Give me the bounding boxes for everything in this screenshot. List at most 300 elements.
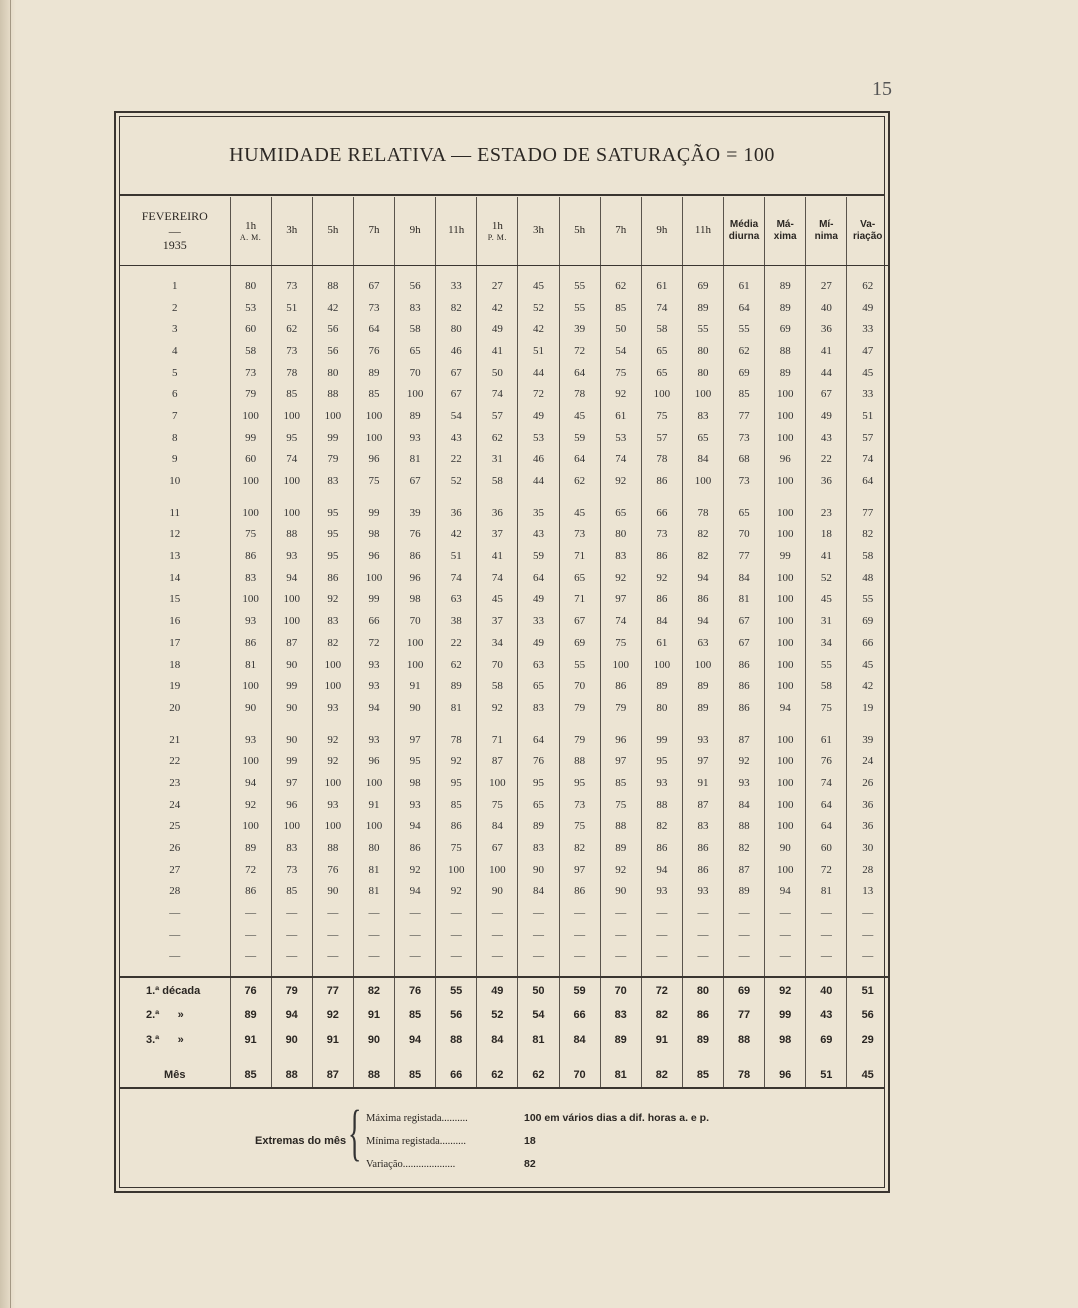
- value-cell: 93: [353, 654, 394, 676]
- table-row: [120, 772, 888, 794]
- value-cell: 75: [600, 794, 641, 816]
- summary-value: 72: [641, 977, 682, 1003]
- value-cell: 64: [353, 318, 394, 340]
- extreme-max-row: [366, 1110, 709, 1126]
- value-cell: 85: [600, 772, 641, 794]
- spacer-cell: [847, 266, 888, 276]
- value-cell: 46: [436, 340, 477, 362]
- value-cell: 50: [600, 318, 641, 340]
- spacer-row: [120, 719, 888, 729]
- value-cell: 100: [765, 524, 806, 546]
- value-cell: 89: [436, 675, 477, 697]
- value-cell: 80: [641, 697, 682, 719]
- spacer-cell: [682, 967, 723, 977]
- value-cell: 74: [600, 610, 641, 632]
- header-dash: —: [168, 223, 181, 238]
- value-cell: 83: [271, 837, 312, 859]
- value-cell: 92: [600, 567, 641, 589]
- value-cell: —: [271, 902, 312, 924]
- value-cell: 75: [806, 697, 847, 719]
- day-cell: 14: [169, 571, 181, 584]
- value-cell: 85: [600, 297, 641, 319]
- value-cell: 100: [600, 654, 641, 676]
- header-col-main: 7h: [368, 224, 380, 237]
- value-cell: —: [847, 902, 888, 924]
- value-cell: 100: [271, 589, 312, 611]
- day-cell: 2: [172, 301, 178, 314]
- header-col-sub: riação: [852, 231, 883, 242]
- value-cell: 74: [477, 567, 518, 589]
- value-cell: 72: [230, 859, 271, 881]
- spacer-cell: [436, 266, 477, 276]
- value-cell: —: [518, 924, 559, 946]
- value-cell: —: [847, 946, 888, 968]
- value-cell: 56: [312, 340, 353, 362]
- value-cell: 65: [641, 362, 682, 384]
- summary-value: 29: [847, 1027, 888, 1052]
- value-cell: 55: [806, 654, 847, 676]
- value-cell: 62: [724, 340, 765, 362]
- spacer-cell: [518, 967, 559, 977]
- spacer-cell: [806, 967, 847, 977]
- value-cell: 70: [395, 362, 436, 384]
- value-cell: 54: [436, 405, 477, 427]
- value-cell: 93: [353, 675, 394, 697]
- value-cell: 100: [765, 675, 806, 697]
- summary-value: 51: [847, 977, 888, 1003]
- header-col: [559, 197, 600, 266]
- value-cell: 83: [682, 405, 723, 427]
- header-month-cell: [120, 197, 230, 266]
- header-col-main: 1h: [491, 219, 503, 232]
- value-cell: 100: [765, 589, 806, 611]
- header-col: [806, 197, 847, 266]
- value-cell: 66: [641, 502, 682, 524]
- summary-value: 76: [395, 977, 436, 1003]
- value-cell: 80: [682, 362, 723, 384]
- value-cell: 93: [230, 729, 271, 751]
- value-cell: 58: [641, 318, 682, 340]
- value-cell: 80: [230, 275, 271, 297]
- summary-value: 56: [436, 1003, 477, 1028]
- spacer-cell: [312, 1052, 353, 1062]
- summary-value: 82: [353, 977, 394, 1003]
- summary-value: 76: [230, 977, 271, 1003]
- value-cell: 26: [847, 772, 888, 794]
- value-cell: 50: [477, 362, 518, 384]
- header-col: [765, 197, 806, 266]
- value-cell: 79: [312, 449, 353, 471]
- value-cell: 43: [436, 427, 477, 449]
- table-frame-inner: [119, 116, 885, 1188]
- value-cell: —: [806, 946, 847, 968]
- value-cell: 60: [806, 837, 847, 859]
- table-row: [120, 924, 888, 946]
- spacer-cell: [518, 266, 559, 276]
- table-row: [120, 946, 888, 968]
- spacer-cell: [765, 1052, 806, 1062]
- value-cell: 51: [436, 545, 477, 567]
- spacer-cell: [806, 492, 847, 502]
- summary-value: 84: [477, 1027, 518, 1052]
- value-cell: 49: [806, 405, 847, 427]
- extremes-section: [120, 1090, 884, 1193]
- value-cell: 45: [559, 502, 600, 524]
- summary-value: 79: [271, 977, 312, 1003]
- header-col: [271, 197, 312, 266]
- table-row: [120, 654, 888, 676]
- day-cell: 19: [169, 680, 181, 693]
- value-cell: 36: [436, 502, 477, 524]
- value-cell: 85: [436, 794, 477, 816]
- value-cell: —: [724, 924, 765, 946]
- value-cell: 100: [765, 405, 806, 427]
- spacer-cell: [641, 967, 682, 977]
- value-cell: 95: [395, 750, 436, 772]
- value-cell: 51: [518, 340, 559, 362]
- value-cell: 94: [230, 772, 271, 794]
- spacer-cell: [120, 1052, 230, 1062]
- spacer-cell: [271, 719, 312, 729]
- value-cell: 42: [477, 297, 518, 319]
- value-cell: 92: [230, 794, 271, 816]
- summary-value: 62: [518, 1062, 559, 1088]
- value-cell: 88: [312, 275, 353, 297]
- spacer-cell: [271, 492, 312, 502]
- value-cell: 86: [395, 545, 436, 567]
- value-cell: 57: [641, 427, 682, 449]
- spacer-cell: [230, 1052, 271, 1062]
- value-cell: 76: [518, 750, 559, 772]
- value-cell: 65: [518, 675, 559, 697]
- value-cell: 100: [477, 859, 518, 881]
- header-col-main: 5h: [327, 224, 339, 237]
- value-cell: 93: [641, 772, 682, 794]
- value-cell: 83: [518, 837, 559, 859]
- table-row: [120, 524, 888, 546]
- summary-value: 88: [436, 1027, 477, 1052]
- spacer-cell: [353, 719, 394, 729]
- table-row: [120, 859, 888, 881]
- spacer-cell: [477, 719, 518, 729]
- table-row: [120, 567, 888, 589]
- value-cell: 92: [312, 589, 353, 611]
- value-cell: 65: [641, 340, 682, 362]
- value-cell: 74: [271, 449, 312, 471]
- value-cell: 62: [847, 275, 888, 297]
- summary-value: 98: [765, 1027, 806, 1052]
- value-cell: 46: [518, 449, 559, 471]
- value-cell: 78: [641, 449, 682, 471]
- spacer-cell: [847, 967, 888, 977]
- value-cell: 57: [477, 405, 518, 427]
- value-cell: 73: [271, 275, 312, 297]
- spacer-cell: [518, 1052, 559, 1062]
- value-cell: 56: [395, 275, 436, 297]
- value-cell: 93: [271, 545, 312, 567]
- spacer-cell: [724, 967, 765, 977]
- value-cell: —: [559, 924, 600, 946]
- value-cell: 53: [600, 427, 641, 449]
- header-col-sub: xima: [773, 231, 797, 242]
- day-cell: 26: [169, 842, 181, 855]
- spacer-cell: [353, 1052, 394, 1062]
- table-row: [120, 816, 888, 838]
- value-cell: 89: [682, 675, 723, 697]
- value-cell: 89: [641, 675, 682, 697]
- header-col-main: 3h: [532, 224, 544, 237]
- day-cell: 11: [169, 506, 181, 519]
- value-cell: 69: [847, 610, 888, 632]
- value-cell: 100: [641, 654, 682, 676]
- value-cell: 94: [353, 697, 394, 719]
- value-cell: 35: [518, 502, 559, 524]
- summary-value: 80: [682, 977, 723, 1003]
- value-cell: —: [641, 924, 682, 946]
- spacer-cell: [230, 266, 271, 276]
- value-cell: 74: [600, 449, 641, 471]
- value-cell: 94: [641, 859, 682, 881]
- value-cell: —: [230, 924, 271, 946]
- value-cell: 79: [559, 729, 600, 751]
- value-cell: —: [518, 902, 559, 924]
- value-cell: 93: [641, 881, 682, 903]
- value-cell: —: [271, 924, 312, 946]
- value-cell: 31: [806, 610, 847, 632]
- summary-value: 88: [724, 1027, 765, 1052]
- summary-value: 99: [765, 1003, 806, 1028]
- value-cell: 82: [847, 524, 888, 546]
- value-cell: 96: [271, 794, 312, 816]
- value-cell: 63: [436, 589, 477, 611]
- extreme-min-row: [366, 1133, 536, 1149]
- spacer-cell: [477, 1052, 518, 1062]
- value-cell: 100: [353, 427, 394, 449]
- value-cell: 61: [724, 275, 765, 297]
- table-row: [120, 545, 888, 567]
- spacer-cell: [230, 967, 271, 977]
- value-cell: 59: [518, 545, 559, 567]
- table-row: [120, 362, 888, 384]
- value-cell: 100: [765, 654, 806, 676]
- value-cell: 78: [436, 729, 477, 751]
- spacer-cell: [120, 719, 230, 729]
- extremes-label: Extremas do mês: [255, 1135, 347, 1147]
- summary-rows: [120, 977, 888, 1088]
- spacer-cell: [271, 1052, 312, 1062]
- value-cell: 51: [271, 297, 312, 319]
- value-cell: 71: [477, 729, 518, 751]
- value-cell: —: [559, 902, 600, 924]
- value-cell: 74: [806, 772, 847, 794]
- value-cell: 61: [600, 405, 641, 427]
- value-cell: 100: [312, 405, 353, 427]
- value-cell: 39: [559, 318, 600, 340]
- value-cell: 90: [600, 881, 641, 903]
- value-cell: 100: [765, 427, 806, 449]
- value-cell: 67: [806, 383, 847, 405]
- value-cell: 86: [230, 632, 271, 654]
- value-cell: 91: [395, 675, 436, 697]
- value-cell: 87: [271, 632, 312, 654]
- value-cell: 90: [271, 654, 312, 676]
- value-cell: 100: [765, 502, 806, 524]
- value-cell: —: [230, 946, 271, 968]
- value-cell: 89: [600, 837, 641, 859]
- table-row: [120, 632, 888, 654]
- header-year: 1935: [162, 238, 187, 253]
- value-cell: 94: [765, 881, 806, 903]
- value-cell: 86: [682, 859, 723, 881]
- value-cell: 45: [847, 654, 888, 676]
- value-cell: —: [518, 946, 559, 968]
- day-cell: 5: [172, 366, 178, 379]
- header-col-main: 11h: [694, 224, 711, 237]
- summary-value: 92: [765, 977, 806, 1003]
- value-cell: —: [724, 946, 765, 968]
- summary-value: 96: [765, 1062, 806, 1088]
- value-cell: 82: [682, 524, 723, 546]
- value-cell: 62: [271, 318, 312, 340]
- value-cell: 86: [436, 816, 477, 838]
- value-cell: 73: [271, 340, 312, 362]
- value-cell: 36: [806, 470, 847, 492]
- spacer-cell: [806, 719, 847, 729]
- header-col-main: Va-: [860, 219, 876, 230]
- value-cell: 53: [230, 297, 271, 319]
- value-cell: —: [312, 946, 353, 968]
- header-col-sub: nima: [814, 231, 838, 242]
- extreme-max-name: Máxima registada..........: [366, 1112, 468, 1124]
- value-cell: 64: [806, 794, 847, 816]
- value-cell: 100: [230, 589, 271, 611]
- value-cell: —: [765, 924, 806, 946]
- summary-value: 66: [436, 1062, 477, 1088]
- extreme-min-value: 18: [524, 1135, 536, 1147]
- summary-decade-row: [120, 1027, 888, 1052]
- value-cell: 95: [271, 427, 312, 449]
- spacer-cell: [806, 266, 847, 276]
- spacer-cell: [682, 1052, 723, 1062]
- value-cell: 22: [436, 632, 477, 654]
- value-cell: 100: [271, 470, 312, 492]
- summary-value: 69: [806, 1027, 847, 1052]
- value-cell: 99: [353, 502, 394, 524]
- value-cell: 99: [641, 729, 682, 751]
- value-cell: 75: [600, 632, 641, 654]
- value-cell: 100: [395, 632, 436, 654]
- day-cell: 10: [169, 475, 181, 488]
- spacer-cell: [641, 492, 682, 502]
- value-cell: 72: [559, 340, 600, 362]
- value-cell: 72: [518, 383, 559, 405]
- value-cell: 94: [682, 610, 723, 632]
- value-cell: —: [395, 924, 436, 946]
- table-row: [120, 318, 888, 340]
- spacer-cell: [682, 719, 723, 729]
- value-cell: 100: [395, 383, 436, 405]
- value-cell: 66: [353, 610, 394, 632]
- value-cell: 94: [395, 881, 436, 903]
- spacer-cell: [724, 719, 765, 729]
- value-cell: 86: [641, 589, 682, 611]
- summary-value: 40: [806, 977, 847, 1003]
- spacer-cell: [395, 492, 436, 502]
- header-col-main: 11h: [448, 224, 465, 237]
- value-cell: 100: [271, 816, 312, 838]
- value-cell: 100: [353, 405, 394, 427]
- value-cell: 88: [641, 794, 682, 816]
- value-cell: 82: [682, 545, 723, 567]
- value-cell: 100: [765, 859, 806, 881]
- value-cell: 89: [682, 697, 723, 719]
- value-cell: 65: [724, 502, 765, 524]
- table-row: [120, 340, 888, 362]
- summary-decade-row: [120, 1003, 888, 1028]
- value-cell: 64: [518, 729, 559, 751]
- day-cell: 6: [172, 388, 178, 401]
- header-col: [395, 197, 436, 266]
- spacer-cell: [600, 1052, 641, 1062]
- value-cell: 48: [847, 567, 888, 589]
- value-cell: 83: [312, 610, 353, 632]
- spacer-cell: [724, 266, 765, 276]
- spacer-cell: [230, 719, 271, 729]
- value-cell: 27: [806, 275, 847, 297]
- header-col: [312, 197, 353, 266]
- spacer-cell: [477, 967, 518, 977]
- value-cell: 55: [682, 318, 723, 340]
- value-cell: 90: [312, 881, 353, 903]
- value-cell: 87: [724, 729, 765, 751]
- spacer-cell: [230, 492, 271, 502]
- summary-value: 82: [641, 1003, 682, 1028]
- summary-value: 91: [230, 1027, 271, 1052]
- spacer-cell: [765, 967, 806, 977]
- value-cell: 100: [353, 567, 394, 589]
- day-cell: —: [169, 950, 181, 963]
- spacer-cell: [682, 492, 723, 502]
- day-cell: —: [169, 907, 181, 920]
- spacer-cell: [847, 492, 888, 502]
- value-cell: 59: [559, 427, 600, 449]
- value-cell: 100: [436, 859, 477, 881]
- summary-label: 3.ª »: [146, 1033, 184, 1046]
- value-cell: —: [436, 924, 477, 946]
- value-cell: 100: [312, 816, 353, 838]
- value-cell: 24: [847, 750, 888, 772]
- value-cell: 100: [230, 502, 271, 524]
- value-cell: 45: [847, 362, 888, 384]
- value-cell: —: [477, 946, 518, 968]
- value-cell: 100: [312, 675, 353, 697]
- summary-value: 70: [600, 977, 641, 1003]
- day-cell: 15: [169, 593, 181, 606]
- table-row: [120, 449, 888, 471]
- value-cell: —: [600, 902, 641, 924]
- extreme-var-row: [366, 1156, 536, 1172]
- value-cell: —: [353, 902, 394, 924]
- value-cell: 83: [312, 470, 353, 492]
- spacer-cell: [559, 719, 600, 729]
- value-cell: 74: [436, 567, 477, 589]
- value-cell: 82: [641, 816, 682, 838]
- value-cell: 77: [847, 502, 888, 524]
- value-cell: 41: [477, 545, 518, 567]
- value-cell: 63: [518, 654, 559, 676]
- value-cell: 65: [682, 427, 723, 449]
- spacer-row: [120, 266, 888, 276]
